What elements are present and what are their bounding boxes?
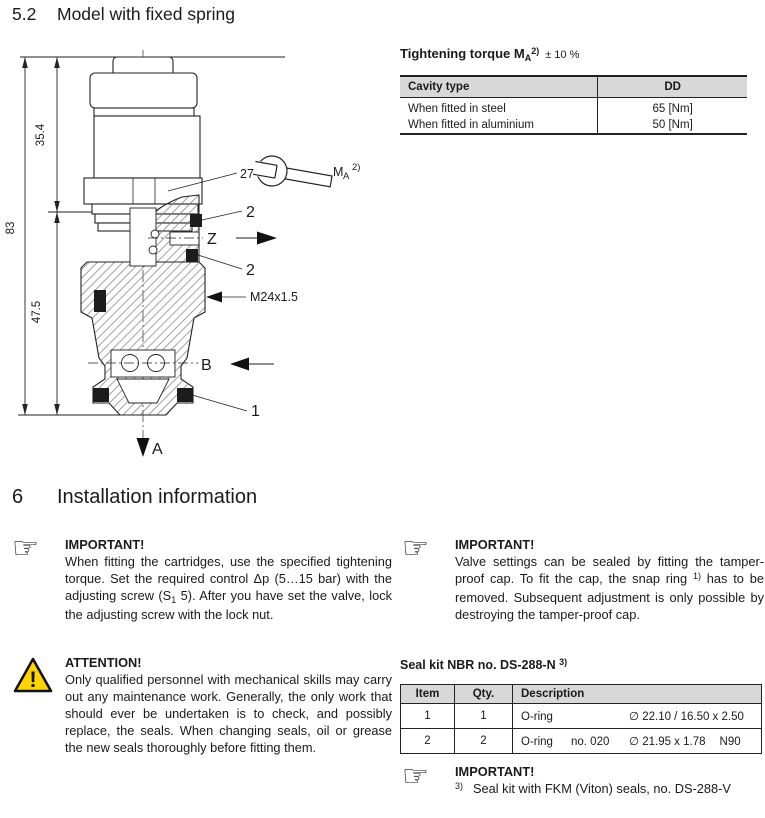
torque-header-row xyxy=(400,76,747,98)
dd-cell: 50 [Nm] xyxy=(598,117,747,134)
col-header-description: Description xyxy=(513,685,762,704)
label-ma-sup: 2) xyxy=(352,162,361,173)
part-size: ∅ 21.95 x 1.78 xyxy=(629,736,706,748)
qty-cell: 2 xyxy=(455,729,513,754)
torque-row-steel xyxy=(400,98,747,118)
important-note-fit-body xyxy=(65,553,392,623)
label-port-b: B xyxy=(201,357,212,374)
torque-row-aluminium xyxy=(400,117,747,134)
col-header-item: Item xyxy=(401,685,455,704)
cavity-cell: When fitted in aluminium xyxy=(408,119,534,131)
warning-exclamation: ! xyxy=(29,667,37,692)
seal-body-sup: 1) xyxy=(692,571,701,581)
fkm-marker: 3) xyxy=(455,781,464,791)
description-cell xyxy=(513,729,762,754)
section-5-2-title: Model with fixed spring xyxy=(57,4,235,24)
description-cell xyxy=(513,704,762,729)
dim-83: 83 xyxy=(5,221,17,235)
col-header-qty: Qty. xyxy=(455,685,513,704)
part-size: ∅ 22.10 / 16.50 x 2.50 xyxy=(629,711,744,723)
valve-section-drawing xyxy=(0,50,395,470)
important-note-fkm-title: IMPORTANT! xyxy=(455,764,535,779)
warning-triangle-icon xyxy=(12,656,54,694)
item-cell: 1 xyxy=(401,704,455,729)
dimension-arrowheads xyxy=(22,57,60,415)
section-6-title: Installation information xyxy=(57,486,258,508)
part-no: no. 020 xyxy=(571,736,610,748)
dd-cell: 65 [Nm] xyxy=(598,98,747,118)
seal-kit-header-row xyxy=(401,685,762,704)
pointing-hand-icon: ☞ xyxy=(402,531,429,566)
seal-kit-row-2 xyxy=(401,729,762,754)
section-5-2-heading xyxy=(12,4,235,25)
fit-body-part2: 5). After you have set the valve, lock the adjusting screw with the lock nut. xyxy=(65,588,392,622)
label-thread-m24: M24x1.5 xyxy=(250,290,298,304)
dim-35-4: 35.4 xyxy=(35,123,47,147)
seal-kit-title-sup: 3) xyxy=(559,657,568,667)
torque-title-text: Tightening torque M xyxy=(400,46,525,61)
fit-body-part1: When fitting the cartridges, use the specified tightening torque. Set the required control Δp (5…15 bar) with the adjusting screw (S xyxy=(65,554,392,603)
torque-table-title xyxy=(400,46,579,61)
section-6-heading xyxy=(12,486,257,509)
label-wrench-size: 27 xyxy=(240,167,254,181)
part-name: O-ring xyxy=(521,736,553,748)
fit-body-sub: 1 xyxy=(171,595,177,605)
fkm-text: Seal kit with FKM (Viton) seals, no. DS-288-V xyxy=(473,781,731,796)
torque-title-sub: A xyxy=(524,53,532,63)
important-note-seal-title: IMPORTANT! xyxy=(455,537,535,552)
section-5-2-number: 5.2 xyxy=(12,4,37,24)
label-port-z: Z xyxy=(207,231,217,248)
label-port-a: A xyxy=(152,441,163,458)
seal-kit-title-text: Seal kit NBR no. DS-288-N xyxy=(400,658,556,672)
seal-kit-title xyxy=(400,658,567,672)
part-grade: N90 xyxy=(719,736,741,748)
item-cell: 2 xyxy=(401,729,455,754)
label-item-2-bottom: 2 xyxy=(246,262,255,279)
pointing-hand-icon: ☞ xyxy=(402,759,429,794)
part-name: O-ring xyxy=(521,711,553,723)
tightening-torque-table xyxy=(400,75,747,135)
label-item-2-top: 2 xyxy=(246,204,255,221)
col-header-cavity-type: Cavity type xyxy=(400,76,598,98)
pointing-hand-icon: ☞ xyxy=(12,531,39,566)
fkm-footnote-line xyxy=(455,781,731,796)
attention-note-body: Only qualified personnel with mechanical skills may carry out any maintenance work. Generally, the only work that should ever be undertaken is to check, and possibly replace, the seals. When changing seals, oil or grease the new seals thoroughly before fitting them. xyxy=(65,672,392,755)
label-ma: M xyxy=(333,165,344,179)
seal-kit-table xyxy=(400,684,762,754)
label-item-1: 1 xyxy=(251,403,260,420)
important-note-fit-title: IMPORTANT! xyxy=(65,537,145,552)
cavity-cell: When fitted in steel xyxy=(408,103,506,115)
attention-note-title: ATTENTION! xyxy=(65,655,142,670)
torque-title-sup: 2) xyxy=(531,46,540,56)
torque-tolerance: ± 10 % xyxy=(545,49,580,61)
label-ma-sub: A xyxy=(343,171,350,182)
important-note-seal-body xyxy=(455,553,764,623)
seal-body-part1: Valve settings can be sealed by fitting the tamper-proof cap. To fit the cap, the snap ring xyxy=(455,554,764,586)
section-6-number: 6 xyxy=(12,486,24,508)
seal-kit-row-1 xyxy=(401,704,762,729)
wrench-icon xyxy=(252,153,334,196)
dim-47-5: 47.5 xyxy=(31,300,43,324)
seal-body-part2: has to be removed. Subsequent adjustment is only possible by destroying the tamper-proof cap. xyxy=(455,571,764,622)
qty-cell: 1 xyxy=(455,704,513,729)
col-header-dd: DD xyxy=(598,76,747,98)
